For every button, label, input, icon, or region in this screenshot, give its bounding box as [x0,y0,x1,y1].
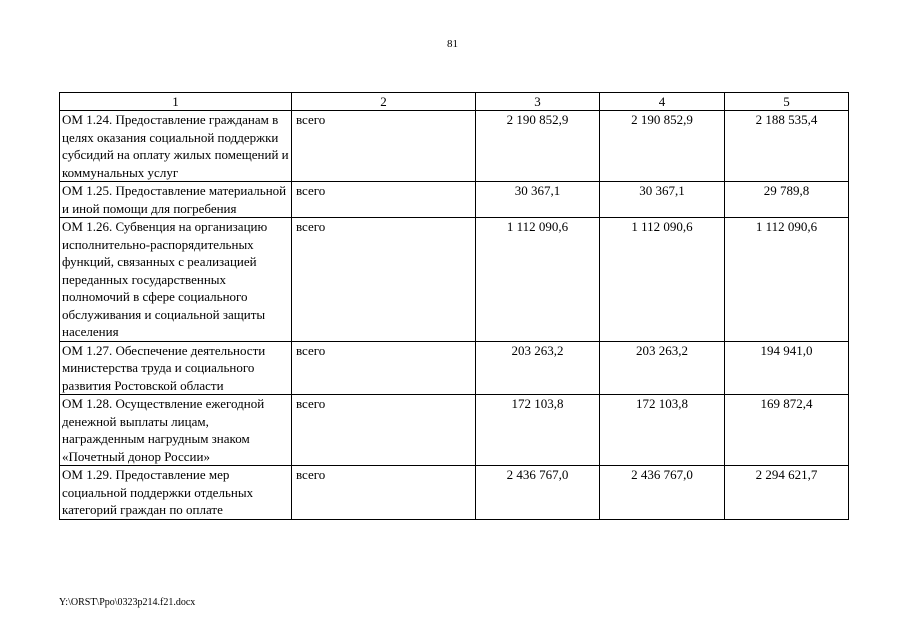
header-col-2: 2 [292,93,476,111]
row-value-4: 172 103,8 [600,395,725,466]
table-row [60,182,849,218]
row-value-4: 2 436 767,0 [600,466,725,520]
page-number: 81 [447,38,458,50]
table-row [60,218,849,342]
row-type: всего [292,341,476,395]
row-name: ОМ 1.26. Субвенция на организацию исполнительно-распорядительных функций, связанных с реализацией переданных государственных полномочий в сфере социального обслуживания и социальной защиты населения [60,218,292,342]
row-value-5: 169 872,4 [725,395,849,466]
footer-file-path: Y:\ORST\Ppo\0323p214.f21.docx [59,597,196,608]
table-row [60,395,849,466]
budget-table [59,92,849,520]
row-name: ОМ 1.29. Предоставление мер социальной поддержки отдельных категорий граждан по оплате [60,466,292,520]
row-name: ОМ 1.25. Предоставление материальной и иной помощи для погребения [60,182,292,218]
row-value-5: 2 294 621,7 [725,466,849,520]
row-type: всего [292,218,476,342]
table-header-row [60,93,849,111]
row-value-3: 30 367,1 [476,182,600,218]
row-value-3: 203 263,2 [476,341,600,395]
table-row [60,466,849,520]
header-col-4: 4 [600,93,725,111]
row-value-3: 2 436 767,0 [476,466,600,520]
row-value-4: 2 190 852,9 [600,111,725,182]
row-type: всего [292,182,476,218]
row-name: ОМ 1.24. Предоставление гражданам в целях оказания социальной поддержки субсидий на оплату жилых помещений и коммунальных услуг [60,111,292,182]
row-value-5: 2 188 535,4 [725,111,849,182]
row-value-4: 1 112 090,6 [600,218,725,342]
row-name: ОМ 1.28. Осуществление ежегодной денежной выплаты лицам, награжденным нагрудным знаком «Почетный донор России» [60,395,292,466]
row-value-4: 30 367,1 [600,182,725,218]
row-value-3: 1 112 090,6 [476,218,600,342]
row-value-5: 194 941,0 [725,341,849,395]
row-value-5: 29 789,8 [725,182,849,218]
row-type: всего [292,466,476,520]
table-row [60,111,849,182]
row-value-5: 1 112 090,6 [725,218,849,342]
header-col-3: 3 [476,93,600,111]
row-value-3: 2 190 852,9 [476,111,600,182]
table-row [60,341,849,395]
row-name: ОМ 1.27. Обеспечение деятельности министерства труда и социального развития Ростовской области [60,341,292,395]
row-type: всего [292,111,476,182]
row-value-4: 203 263,2 [600,341,725,395]
header-col-5: 5 [725,93,849,111]
row-value-3: 172 103,8 [476,395,600,466]
row-type: всего [292,395,476,466]
header-col-1: 1 [60,93,292,111]
